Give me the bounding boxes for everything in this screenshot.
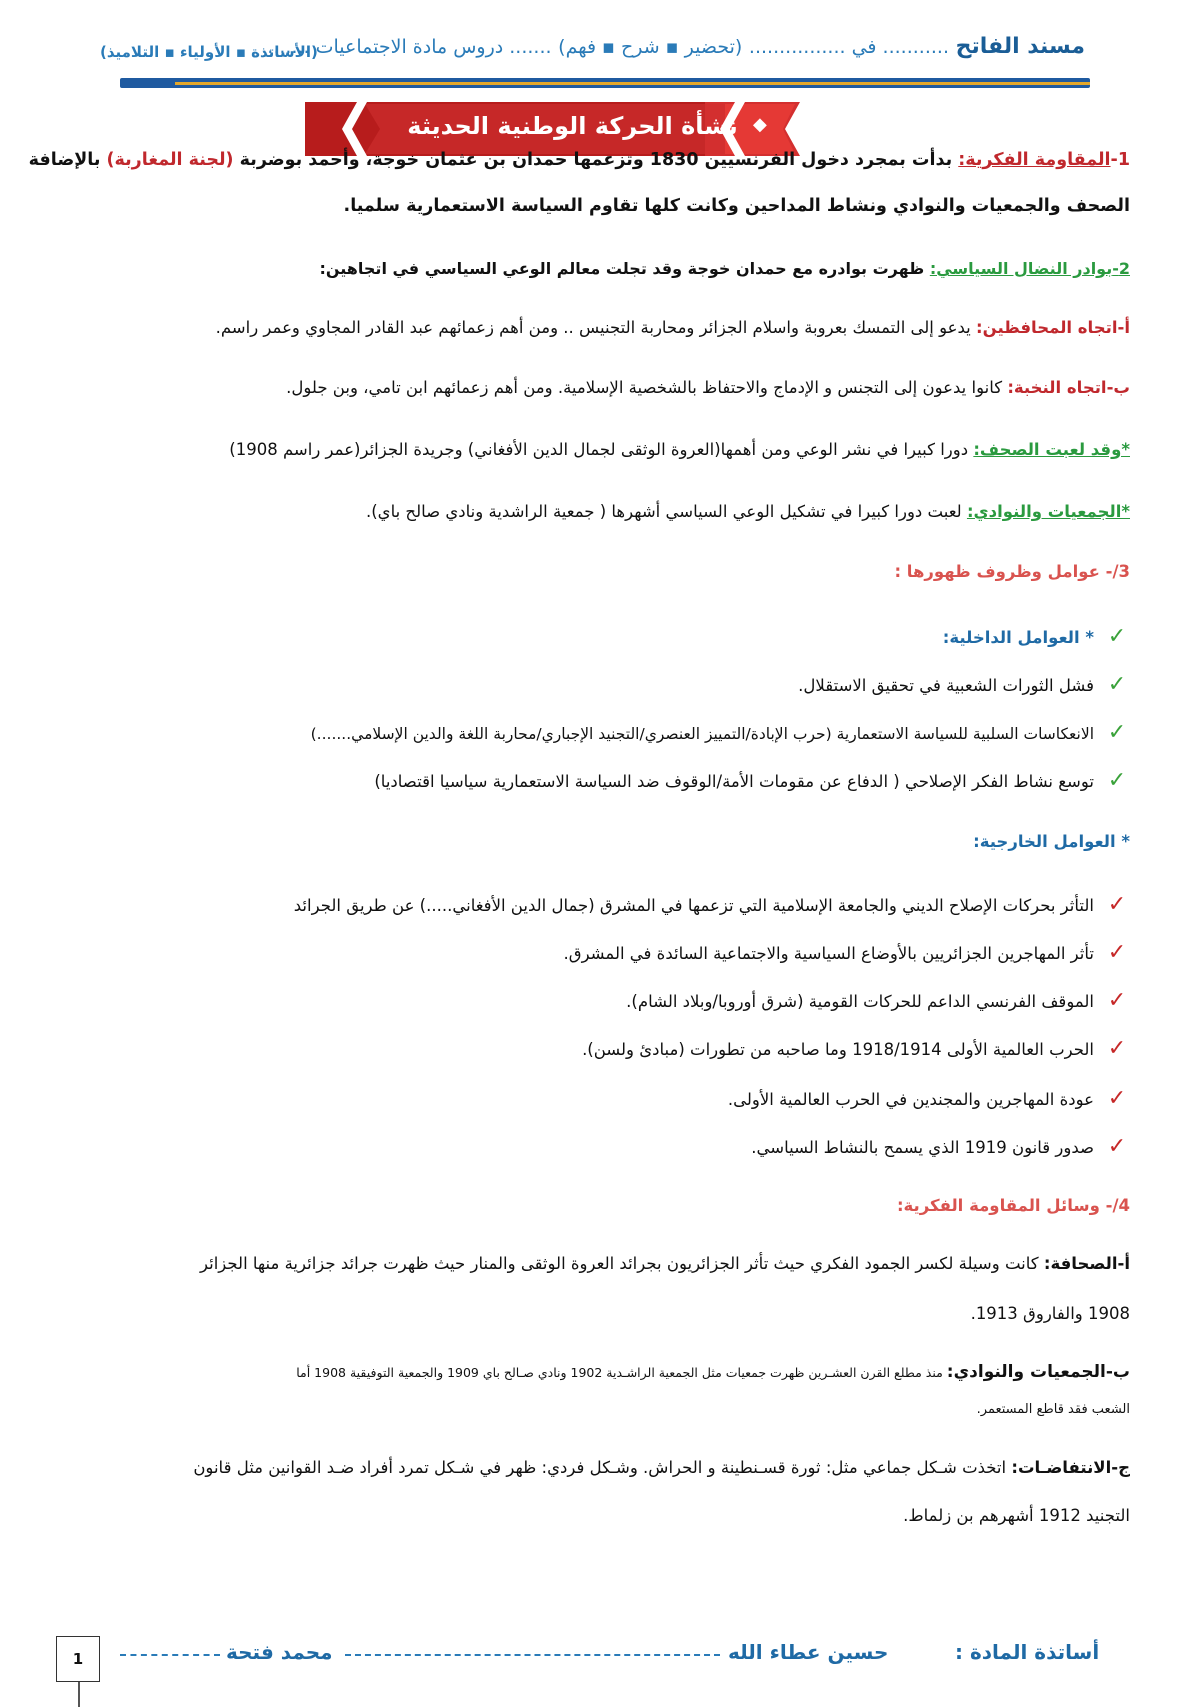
page-number: 1 <box>56 1636 100 1682</box>
means-uprisings <box>55 1458 1130 1477</box>
external-item-4: الحرب العالمية الأولى 1918/1914 وما صاحبه من تطورات (مبادئ ولسن). <box>582 1040 1094 1059</box>
clubs-role-label: *الجمعيات والنوادي: <box>966 502 1130 521</box>
list-item <box>55 892 1130 917</box>
means-press-label: أ-الصحافة: <box>1043 1254 1130 1273</box>
internal-item-2: الانعكاسات السلبية للسياسة الاستعمارية (حرب الإبادة/التمييز العنصري/التجنيد الإجباري/محاربة اللغة والدين الإسلامي.......) <box>310 725 1094 743</box>
press-role-label: *وقد لعبت الصحف: <box>973 440 1130 459</box>
section-1-label: المقاومة الفكرية: <box>958 150 1111 170</box>
clubs-role-text: لعبت دورا كبيرا في تشكيل الوعي السياسي أشهرها ( جمعية الراشدية ونادي صالح باي). <box>365 502 967 521</box>
section-2-text: ظهرت بوادره مع حمدان خوجة وقد تجلت معالم الوعي السياسي في اتجاهين: <box>319 259 930 278</box>
means-clubs-text: منذ مطلع القرن العشـرين ظهرت جمعيات مثل الجمعية الراشـدية 1902 ونادي صـالح باي 1909 والجمعية التوفيقية 1908 أما <box>296 1365 947 1380</box>
means-uprisings-line-2: التجنيد 1912 أشهرهم بن زلماط. <box>903 1506 1130 1525</box>
means-clubs <box>55 1362 1130 1382</box>
section-3-heading: 3/- عوامل وظروف ظهورها : <box>894 562 1130 581</box>
list-item <box>55 988 1130 1013</box>
external-item-6: صدور قانون 1919 الذي يسمح بالنشاط السياسي. <box>751 1138 1094 1157</box>
check-icon: ✓ <box>1107 892 1127 917</box>
header-lessons: ....... دروس مادة الاجتماعيات ........ <box>261 36 552 58</box>
clubs-role <box>55 502 1130 521</box>
check-icon: ✓ <box>1107 624 1127 649</box>
internal-item-3: توسع نشاط الفكر الإصلاحي ( الدفاع عن مقومات الأمة/الوقوف ضد السياسة الاستعمارية سياسيا اقتصاديا) <box>374 772 1094 791</box>
footer-teacher-2: محمد فتحة <box>226 1640 333 1664</box>
means-uprisings-text: اتخذت شـكل جماعي مثل: ثورة قسـنطينة و الحراش. وشـكل فردي: ظهر في شـكل تمرد أفراد ضـد القوانين مثل قانون <box>193 1458 1012 1477</box>
section-4-heading: 4/- وسائل المقاومة الفكرية: <box>896 1196 1130 1215</box>
footer-dash-2 <box>345 1654 720 1656</box>
section-1-text-end: بالإضافة <box>28 150 107 170</box>
list-item <box>55 768 1130 793</box>
check-icon: ✓ <box>1107 720 1127 745</box>
means-uprisings-label: ج-الانتفاضـات: <box>1011 1458 1130 1477</box>
external-item-5: عودة المهاجرين والمجندين في الحرب العالمية الأولى. <box>727 1090 1094 1109</box>
section-2 <box>55 259 1130 278</box>
list-item <box>55 720 1130 745</box>
section-1-number: 1- <box>1110 150 1130 170</box>
section-1-highlight: (لجنة المغاربة) <box>106 150 234 170</box>
title-diamond-icon: ◆ <box>753 114 767 135</box>
check-icon: ✓ <box>1107 1036 1127 1061</box>
means-press-line-2: 1908 والفاروق 1913. <box>970 1304 1130 1323</box>
means-press-text: كانت وسيلة لكسر الجمود الفكري حيث تأثر الجزائريون بجرائد العروة الوثقى والمنار حيث ظهرت جرائد جزائرية منها الجزائر <box>200 1254 1044 1273</box>
list-item <box>55 1086 1130 1111</box>
external-item-3: الموقف الفرنسي الداعم للحركات القومية (شرق أوروبا/وبلاد الشام). <box>626 992 1094 1011</box>
section-1-line-2: الصحف والجمعيات والنوادي ونشاط المداحين وكانت كلها تقاوم السياسة الاستعمارية سلميا. <box>343 196 1130 216</box>
check-icon: ✓ <box>1107 1086 1127 1111</box>
footer-dash-1 <box>120 1654 220 1656</box>
section-1 <box>28 150 1130 170</box>
trend-b <box>55 378 1130 397</box>
trend-a-label: أ-اتجاه المحافظين: <box>976 318 1130 337</box>
trend-b-text: كانوا يدعون إلى التجنس و الإدماج والاحتفاظ بالشخصية الإسلامية. ومن أهم زعمائهم ابن تامي، وبن جلول. <box>286 378 1008 397</box>
internal-factors <box>55 624 1130 649</box>
means-clubs-label: ب-الجمعيات والنوادي: <box>946 1362 1130 1382</box>
section-2-number: 2- <box>1112 259 1130 278</box>
list-item <box>55 1134 1130 1159</box>
trend-a <box>55 318 1130 337</box>
check-icon: ✓ <box>1107 940 1127 965</box>
trend-b-label: ب-اتجاه النخبة: <box>1007 378 1130 397</box>
header-activities: (تحضير ▪ شرح ▪ فهم) <box>558 36 743 58</box>
list-item <box>55 672 1130 697</box>
section-2-label: بوادر النضال السياسي: <box>929 259 1113 278</box>
page-number-stem <box>78 1682 80 1707</box>
footer-teachers-label: أساتذة المادة : <box>955 1640 1100 1664</box>
internal-item-1: فشل الثورات الشعبية في تحقيق الاستقلال. <box>798 676 1094 695</box>
page-title: نشأة الحركة الوطنية الحديثة <box>407 112 738 140</box>
trend-a-text: يدعو إلى التمسك بعروبة واسلام الجزائر ومحاربة التجنيس .. ومن أهم زعمائهم عبد القادر المجاوي وعمر راسم. <box>215 318 976 337</box>
list-item <box>55 940 1130 965</box>
check-icon: ✓ <box>1107 672 1127 697</box>
section-1-text: بدأت بمجرد دخول الفرنسيين 1830 وتزعمها حمدان بن عثمان خوجة، وأحمد بوضربة <box>233 150 959 170</box>
footer-teacher-1: حسين عطاء الله <box>728 1640 889 1664</box>
external-factors-heading: * العوامل الخارجية: <box>973 832 1130 851</box>
header-audience: (الأساتذة ▪ الأولياء ▪ التلاميذ) <box>100 43 318 61</box>
check-icon: ✓ <box>1107 1134 1127 1159</box>
press-role-text: دورا كبيرا في نشر الوعي ومن أهمها(العروة الوثقى لجمال الدين الأفغاني) وجريدة الجزائر(عمر راسم 1908) <box>229 440 974 459</box>
press-role <box>55 440 1130 459</box>
external-item-2: تأثر المهاجرين الجزائريين بالأوضاع السياسية والاجتماعية السائدة في المشرق. <box>563 944 1094 963</box>
brand-name: مسند الفاتح <box>955 34 1085 59</box>
header-dots-1: ........... في ................ <box>748 36 949 58</box>
check-icon: ✓ <box>1107 988 1127 1013</box>
external-item-1: التأثر بحركات الإصلاح الديني والجامعة الإسلامية التي تزعمها في المشرق (جمال الدين الأفغاني.....) عن طريق الجرائد <box>293 896 1094 915</box>
header-divider-accent <box>175 82 1090 85</box>
check-icon: ✓ <box>1107 768 1127 793</box>
means-press <box>55 1254 1130 1273</box>
means-clubs-line-2: الشعب فقد قاطع المستعمر. <box>976 1402 1130 1417</box>
internal-factors-heading: * العوامل الداخلية: <box>942 628 1094 647</box>
list-item <box>55 1036 1130 1061</box>
